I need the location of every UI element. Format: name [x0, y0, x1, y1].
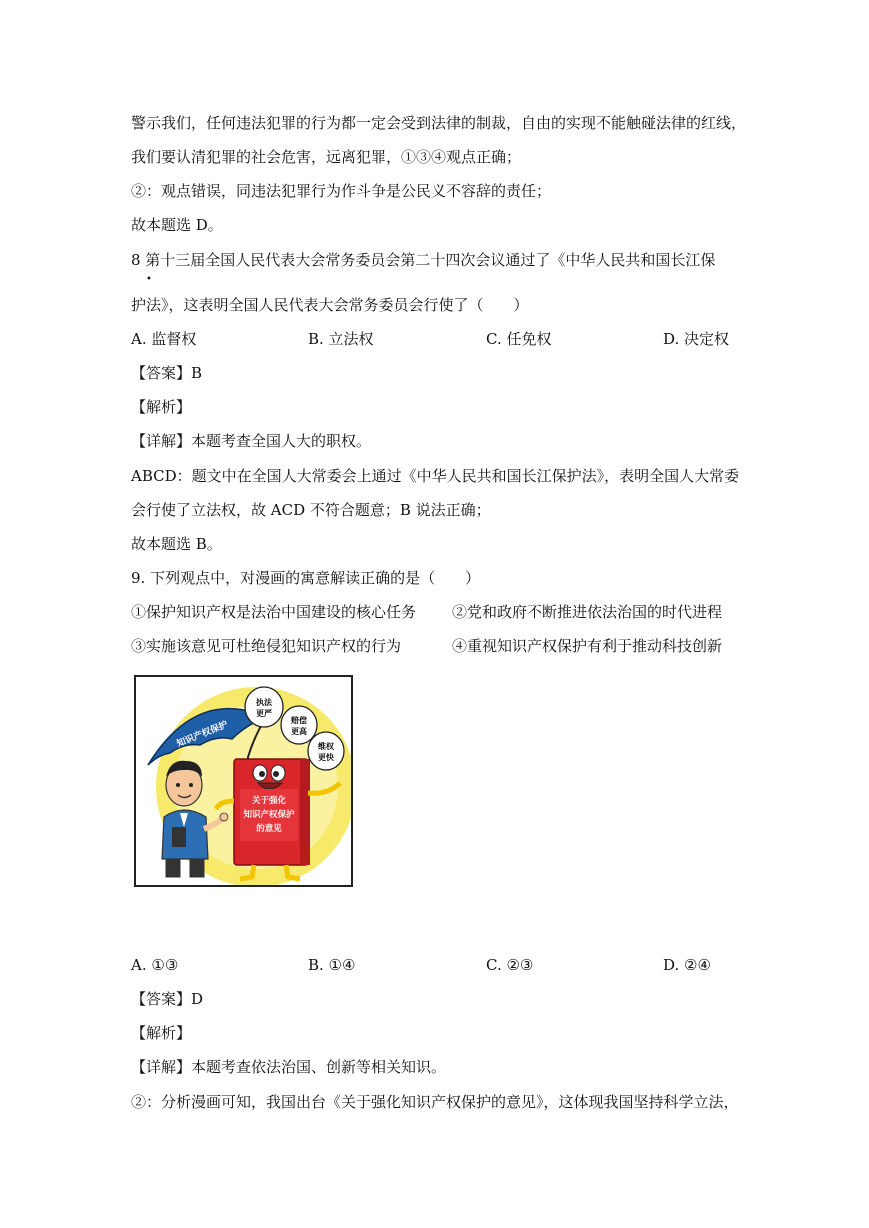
svg-text:更严: 更严	[256, 709, 272, 718]
svg-text:执法: 执法	[256, 698, 272, 707]
svg-text:赔偿: 赔偿	[291, 716, 307, 725]
q9-statement-2: ②党和政府不断推进依法治国的时代进程	[452, 603, 723, 621]
q9-statement-4: ④重视知识产权保护有利于推动科技创新	[452, 637, 723, 655]
bubble-compensation	[281, 706, 317, 744]
line-crime-harm: 我们要认清犯罪的社会危害，远离犯罪，①③④观点正确；	[131, 148, 522, 166]
bubble-rights-protection	[308, 732, 344, 770]
q8-detail: 【详解】本题考查全国人大的职权。	[131, 432, 372, 450]
q9-option-d: D. ②④	[663, 956, 711, 974]
bubble-law-enforcement	[245, 687, 283, 727]
umbrella-label: 知识产权保护	[175, 720, 230, 750]
q9-option-b: B. ①④	[308, 956, 356, 974]
q8-option-a: A. 监督权	[131, 330, 197, 348]
q8-explanation-line2: 会行使了立法权，故 ACD 不符合题意；B 说法正确；	[131, 501, 491, 519]
book-in-hand	[172, 827, 186, 847]
book-title-line3: 的意见	[256, 824, 282, 834]
q8-answer: 【答案】B	[131, 364, 203, 382]
q8-stem-line2: 护法》，这表明全国人民代表大会常务委员会行使了（ ）	[131, 296, 529, 314]
q8-conclusion: 故本题选 B。	[131, 535, 222, 553]
q8-option-c: C. 任免权	[486, 330, 552, 348]
q9-option-a: A. ①③	[131, 956, 179, 974]
q9-explanation-line1: ②：分析漫画可知，我国出台《关于强化知识产权保护的意见》，这体现我国坚持科学立法，	[131, 1093, 739, 1111]
q9-statement-3: ③实施该意见可杜绝侵犯知识产权的行为	[131, 637, 402, 655]
q8-analysis-heading: 【解析】	[131, 398, 192, 416]
q9-statement-1: ①保护知识产权是法治中国建设的核心任务	[131, 603, 417, 621]
cartoon-illustration	[134, 675, 353, 887]
svg-text:更高: 更高	[291, 727, 307, 736]
line-view-2-wrong: ②：观点错误，同违法犯罪行为作斗争是公民义不容辞的责任；	[131, 182, 552, 200]
q9-stem: 9. 下列观点中，对漫画的寓意解读正确的是（ ）	[131, 569, 481, 587]
q8-option-d: D. 决定权	[663, 330, 730, 348]
svg-text:维权: 维权	[318, 742, 334, 751]
q8-number-dot: •	[146, 274, 152, 285]
q8-explanation-line1: ABCD：题文中在全国人大常委会上通过《中华人民共和国长江保护法》，表明全国人大常委	[131, 467, 740, 485]
q9-analysis-heading: 【解析】	[131, 1024, 192, 1042]
book-title-line2: 知识产权保护	[243, 810, 295, 820]
q9-option-c: C. ②③	[486, 956, 534, 974]
book-title-line1: 关于强化	[251, 796, 287, 806]
q9-answer: 【答案】D	[131, 990, 204, 1008]
svg-text:更快: 更快	[318, 753, 334, 762]
line-warning: 警示我们，任何违法犯罪的行为都一定会受到法律的制裁，自由的实现不能触碰法律的红线，	[131, 114, 747, 132]
q8-stem-line1: 8 第十三届全国人民代表大会常务委员会第二十四次会议通过了《中华人民共和国长江保	[131, 251, 716, 269]
q8-option-b: B. 立法权	[308, 330, 374, 348]
q9-detail: 【详解】本题考查依法治国、创新等相关知识。	[131, 1058, 447, 1076]
line-choose-d: 故本题选 D。	[131, 216, 223, 234]
